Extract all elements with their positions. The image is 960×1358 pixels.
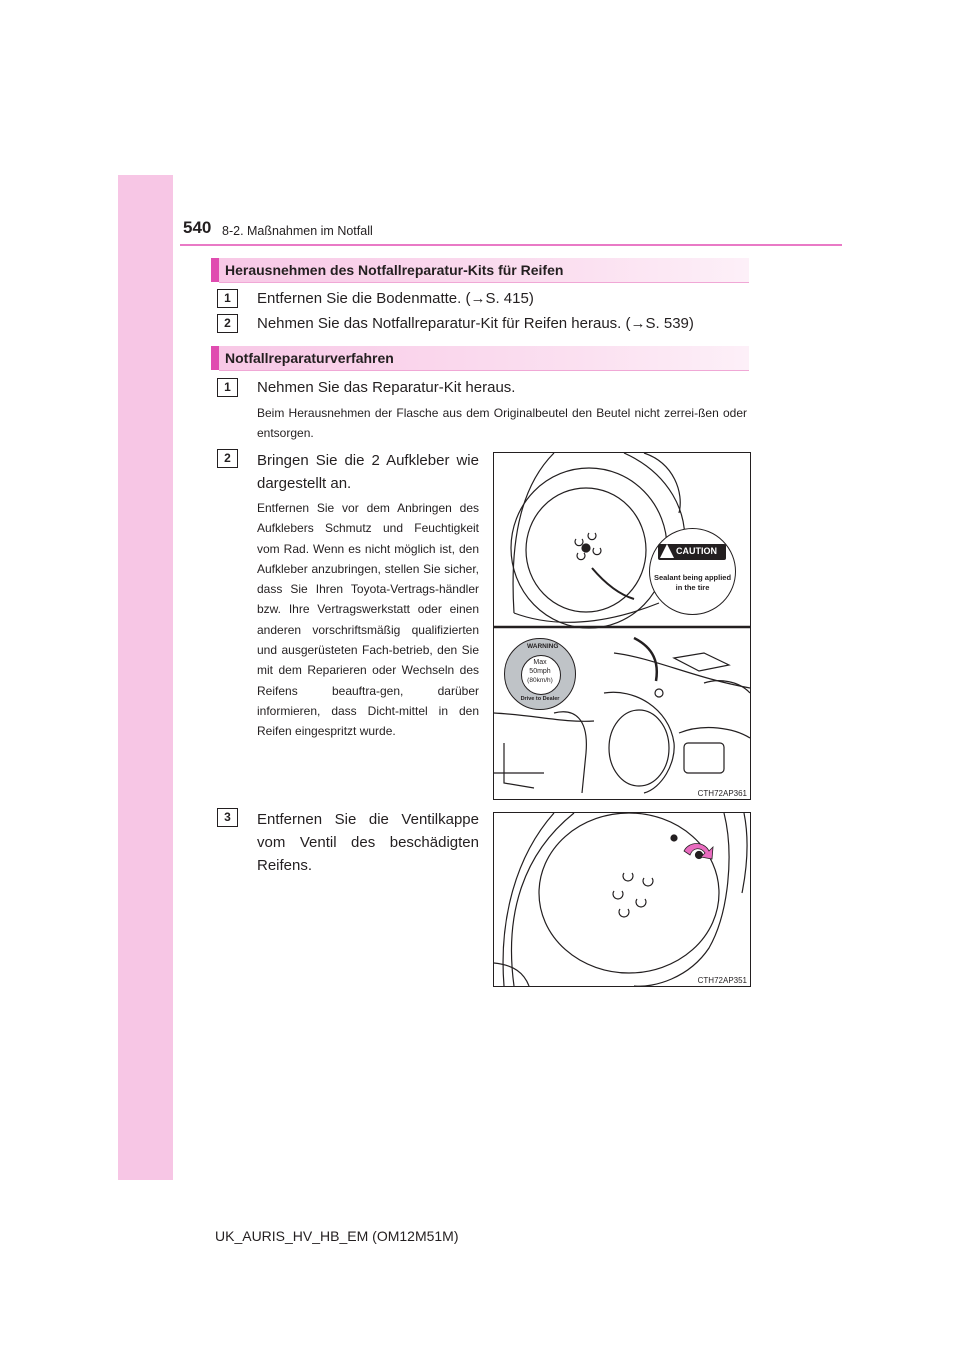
warning-triangle-icon: [660, 544, 674, 558]
tire-valve-drawing: [494, 813, 750, 986]
step-text: Nehmen Sie das Reparatur-Kit heraus.: [257, 379, 516, 396]
figure-code: CTH72AP351: [697, 976, 747, 985]
caution-label: CAUTION: [676, 546, 717, 556]
warning-max: Max: [533, 659, 547, 666]
sticker-placement-illustration: [493, 452, 751, 800]
caution-line2: in the tire: [675, 583, 710, 592]
chapter-sidebar-tab: [118, 175, 173, 1180]
step-text: Entfernen Sie die Bodenmatte. (→S. 415): [257, 290, 534, 307]
step-number-badge: 3: [217, 808, 238, 827]
heading-repair-procedure-text: Notfallreparaturverfahren: [225, 350, 394, 366]
warning-speed-mph: 50mph: [529, 668, 551, 675]
caution-sticker: [649, 528, 736, 615]
warning-label: WARNING: [527, 643, 559, 650]
step-number-badge: 1: [217, 289, 238, 308]
step-text: Entfernen Sie die Ventilkappe vom Ventil des beschädigten Reifens.: [257, 811, 479, 874]
page-number: 540: [183, 218, 212, 237]
warning-bottom: Drive to Dealer: [520, 696, 560, 702]
figure-code: CTH72AP361: [697, 789, 747, 798]
header-divider: [180, 244, 842, 246]
document-id-footer: UK_AURIS_HV_HB_EM (OM12M51M): [215, 1228, 459, 1244]
step-text: Bringen Sie die 2 Aufkleber wie dargestellt an.: [257, 452, 479, 492]
step-note: Entfernen Sie vor dem Anbringen des Aufklebers Schmutz und Feuchtigkeit vom Rad. Wenn es nicht möglich ist, den Aufkleber anzubringen, stellen Sie sicher, dass Sie Ihren Toyota-Vertrags-händler bzw. Ihre Vertragswerkstatt oder einen anderen vorschriftsmäßig qualifizierten und ausgerüsteten Fach-betrieb, den Sie mit dem Reparieren oder Wechseln des Reifens beauftra-gen, darüber informieren, dass Dicht-mittel in den Reifen eingespritzt wurde.: [257, 501, 479, 739]
caution-line1: Sealant being applied: [653, 573, 732, 582]
step-number-badge: 1: [217, 378, 238, 397]
valve-cap-illustration: [493, 812, 751, 987]
step-number-badge: 2: [217, 449, 238, 468]
section-title: 8-2. Maßnahmen im Notfall: [222, 224, 373, 238]
step-note: Beim Herausnehmen der Flasche aus dem Originalbeutel den Beutel nicht zerrei-ßen oder entsorgen.: [257, 406, 747, 440]
heading-remove-kit-text: Herausnehmen des Notfallreparatur-Kits für Reifen: [225, 262, 564, 278]
heading-repair-procedure: [211, 346, 749, 370]
wheel-and-dashboard-drawing: [494, 453, 750, 799]
heading-remove-kit: [211, 258, 749, 282]
warning-speed-kmh: (80km/h): [527, 677, 553, 684]
step-number-badge: 2: [217, 314, 238, 333]
warning-sticker: [504, 638, 576, 710]
step-text: Nehmen Sie das Notfallreparatur-Kit für Reifen heraus. (→S. 539): [257, 315, 694, 332]
